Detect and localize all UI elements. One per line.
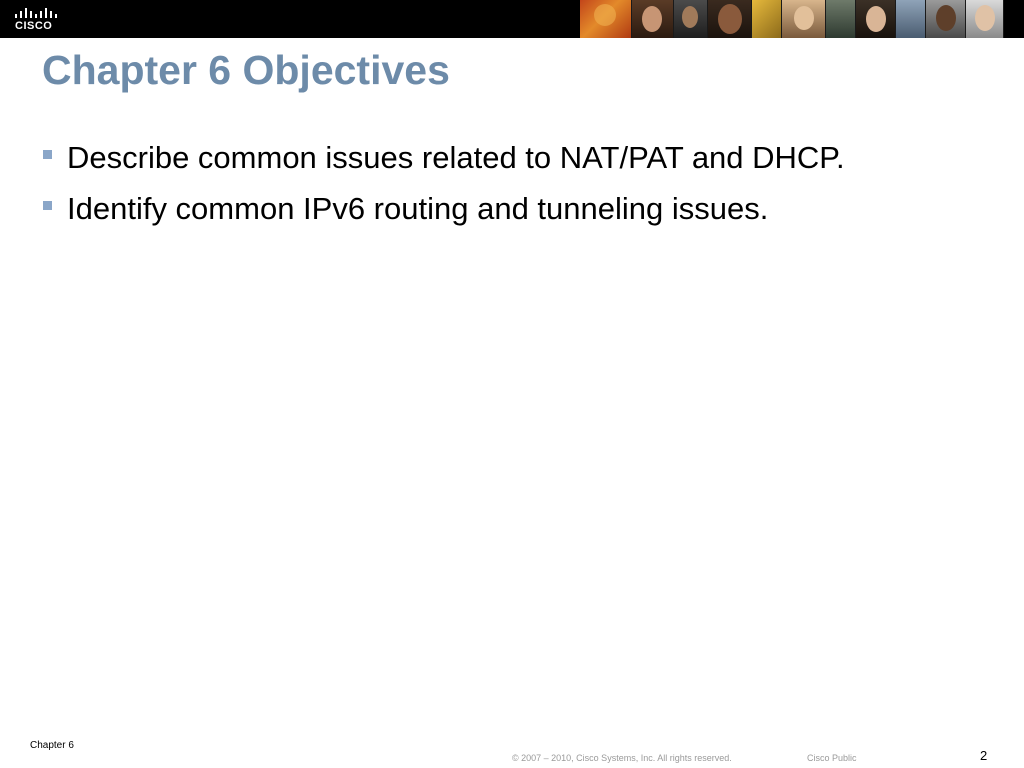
cisco-bars-icon: [14, 6, 58, 20]
bullet-text: Identify common IPv6 routing and tunneling issues.: [67, 191, 769, 226]
photo-7: [826, 0, 856, 38]
photo-3: [674, 0, 708, 38]
photo-strip: [580, 0, 1024, 38]
photo-8: [856, 0, 896, 38]
logo-text: CISCO: [15, 20, 53, 32]
photo-2: [632, 0, 674, 38]
photo-4: [708, 0, 752, 38]
photo-1: [580, 0, 632, 38]
cisco-logo: [14, 6, 58, 34]
bullet-text: Describe common issues related to NAT/PAT and DHCP.: [67, 140, 845, 175]
photo-11: [966, 0, 1004, 38]
footer-classification: Cisco Public: [807, 753, 857, 763]
square-bullet-icon: [43, 150, 52, 159]
photo-10: [926, 0, 966, 38]
footer-chapter-label: Chapter 6: [30, 740, 74, 751]
photo-5: [752, 0, 782, 38]
photo-9: [896, 0, 926, 38]
square-bullet-icon: [43, 201, 52, 210]
slide-title: Chapter 6 Objectives: [42, 47, 450, 93]
header-bar: [0, 0, 1024, 38]
photo-6: [782, 0, 826, 38]
page-number: 2: [980, 748, 988, 763]
footer-copyright: © 2007 – 2010, Cisco Systems, Inc. All rights reserved.: [512, 753, 732, 763]
